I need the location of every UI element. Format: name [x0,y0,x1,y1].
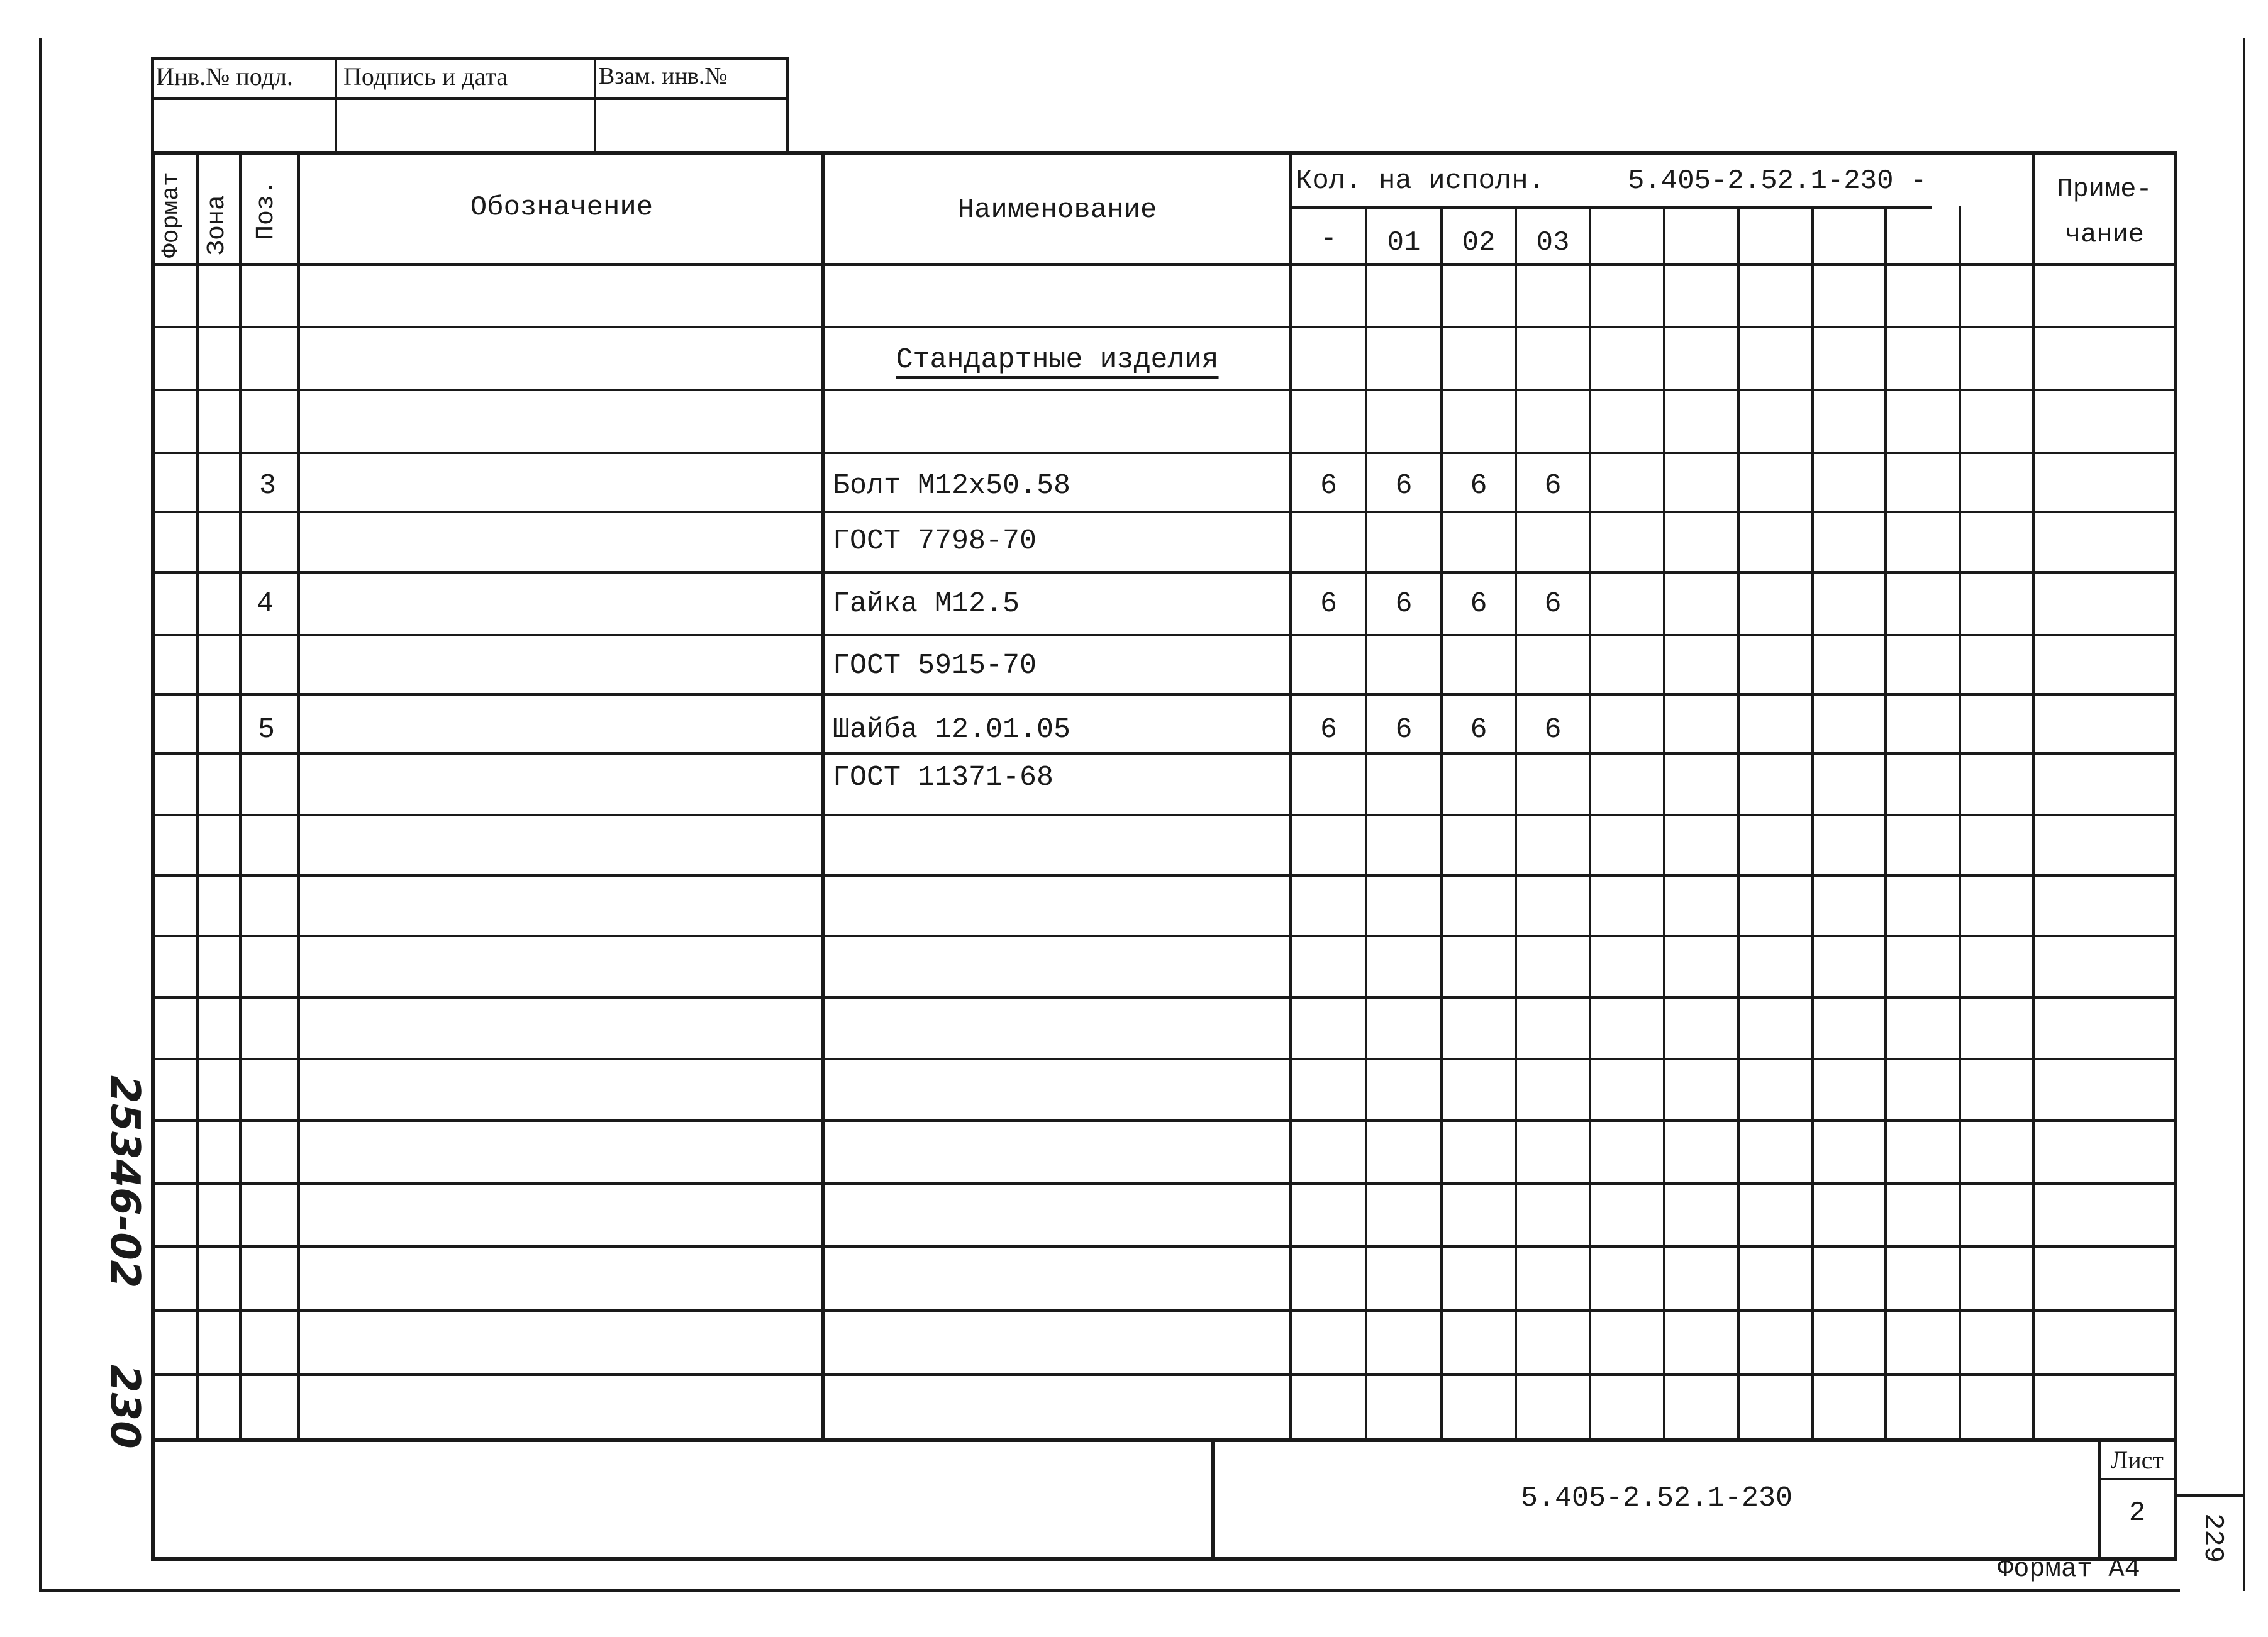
row-qty: 6 [1320,714,1337,746]
row-name: ГОСТ 5915-70 [833,650,1037,682]
row-qty: 6 [1395,588,1413,620]
outer-frame-right [2243,38,2245,1591]
outer-frame-bottom [39,1589,2180,1592]
row-poz: 5 [258,714,275,746]
header-zona: Зона [203,194,231,255]
row-qty: 6 [1395,470,1413,502]
row-qty: 6 [1395,714,1413,746]
row-name: Гайка М12.5 [833,588,1020,620]
row-qty: 6 [1320,470,1337,502]
section-title: Стандартные изделия [896,344,1219,376]
specification-table [151,151,2177,1440]
row-qty: 6 [1544,588,1562,620]
row-qty: 6 [1544,714,1562,746]
header-primechanie-2: чание [2064,219,2145,250]
header-oboznachenie: Обозначение [470,192,653,223]
header-doc-code: 5.405-2.52.1-230 - [1628,165,1927,197]
title-block [151,1439,2177,1561]
row-poz: 4 [257,588,274,620]
variant-02: 02 [1462,227,1496,258]
header-kol-na-ispoln: Кол. на исполн. [1296,165,1545,197]
row-poz: 3 [259,470,277,502]
header-poz: Поз. [252,179,281,240]
sheet-number: 2 [2128,1497,2146,1529]
variant-base: - [1320,223,1337,255]
variant-03: 03 [1536,227,1570,258]
sheet-label: Лист [2111,1446,2164,1474]
row-name: ГОСТ 7798-70 [833,525,1037,557]
row-name: Болт М12х50.58 [833,470,1071,502]
row-qty: 6 [1320,588,1337,620]
row-name: Шайба 12.01.05 [833,714,1071,746]
inv-podl-label: Инв.№ подл. [156,62,293,91]
page-stamp: 229 [2197,1513,2228,1563]
vzam-inv-label: Взам. инв.№ [599,63,728,89]
row-qty: 6 [1470,588,1487,620]
outer-frame-left [39,38,42,1591]
title-block-doc-code: 5.405-2.52.1-230 [1520,1482,1793,1514]
row-qty: 6 [1470,470,1487,502]
inventory-stamp [151,57,789,151]
variant-01: 01 [1387,227,1421,258]
row-name: ГОСТ 11371-68 [833,762,1054,794]
header-format: Формат [158,172,185,258]
row-qty: 6 [1470,714,1487,746]
format-label: Формат А4 [1998,1554,2140,1584]
header-primechanie-1: Приме- [2057,174,2152,204]
margin-handwritten-number: 25346-02 [101,1075,148,1289]
header-naimenovanie: Наименование [957,194,1157,226]
page-stamp-box [2177,1494,2243,1497]
row-qty: 6 [1544,470,1562,502]
podpis-data-label: Подпись и дата [343,62,508,91]
margin-handwritten-page: 230 [101,1365,148,1449]
